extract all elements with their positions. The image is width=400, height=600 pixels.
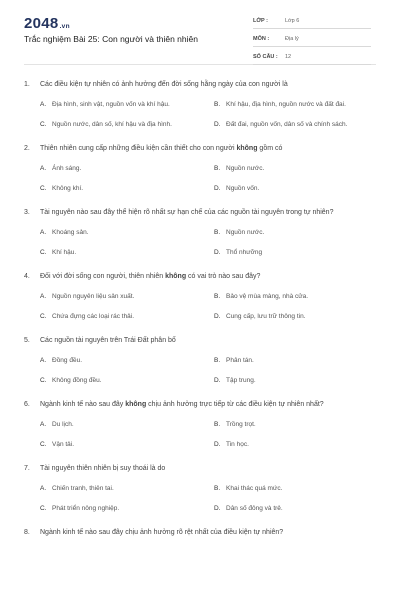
answer-option[interactable] [214,100,376,110]
answer-letter: B. [214,485,221,492]
question-number: 4. [24,273,30,280]
question-fragment: có vai trò nào sau đây? [186,273,261,280]
question-fragment: chịu ảnh hưởng trực tiếp từ các điều kiện tự nhiên nhất? [146,401,324,408]
site-logo[interactable] [24,15,70,32]
answer-grid [24,164,376,194]
answer-text: Vận tải. [52,441,75,448]
answer-letter: C. [40,121,47,128]
answer-letter: C. [40,505,47,512]
answer-grid [24,292,376,322]
meta-row-grade [253,14,371,29]
question-item [24,528,376,538]
question-fragment: Đối với đời sống con người, thiên nhiên [40,273,166,280]
answer-grid [24,484,376,514]
answer-letter: A. [40,421,47,428]
answer-letter: C. [40,185,47,192]
answer-letter: A. [40,357,47,364]
answer-text: Nguồn nguyên liệu sản xuất. [52,293,135,300]
answer-text: Nguồn nước, dân số, khí hậu và địa hình. [52,121,172,128]
answer-text: Bảo vệ mùa màng, nhà cửa. [226,293,309,300]
answer-letter: D. [214,185,221,192]
answer-text: Ánh sáng. [52,165,82,172]
answer-text: Khai thác quá mức. [226,485,283,492]
answer-text: Khoáng sản. [52,229,89,236]
question-text [24,400,376,410]
answer-grid [24,420,376,450]
answer-text: Chứa đựng các loại rác thải. [52,313,135,320]
answer-option[interactable] [214,228,376,238]
answer-option[interactable] [40,100,214,110]
answer-text: Du lịch. [52,421,74,428]
answer-text: Khí hậu. [52,249,77,256]
meta-value: Lớp 6 [285,18,300,24]
question-emphasis: không [165,273,187,280]
answer-text: Cung cấp, lưu trữ thông tin. [226,313,306,320]
answer-text: Nguồn nước. [226,229,265,236]
logo-main: 2048 [24,15,59,32]
answer-text: Địa hình, sinh vật, nguồn vốn và khí hậu. [52,101,170,108]
meta-row-subject [253,32,371,47]
answer-text: Chiến tranh, thiên tai. [52,485,114,492]
question-body [40,144,282,154]
answer-text: Đồng đều. [52,357,82,364]
answer-option[interactable] [214,484,376,494]
answer-option[interactable] [214,504,376,514]
answer-option[interactable] [214,420,376,430]
page-title: Trắc nghiệm Bài 25: Con người và thiên nhiên [24,34,198,44]
question-emphasis: không [125,401,147,408]
question-number: 7. [24,465,30,472]
question-text [24,144,376,154]
answer-text: Đất đai, nguồn vốn, dân số và chính sách. [226,121,348,128]
question-emphasis: không [236,145,258,152]
question-text [24,272,376,282]
answer-grid [24,228,376,258]
question-body: Ngành kinh tế nào sau đây chịu ảnh hưởng rõ rệt nhất của điều kiện tự nhiên? [40,529,284,536]
question-number: 5. [24,337,30,344]
answer-option[interactable] [40,248,214,258]
answer-letter: B. [214,229,221,236]
answer-option[interactable] [214,184,376,194]
answer-option[interactable] [214,440,376,450]
question-body: Tài nguyên nào sau đây thể hiện rõ nhất sự hạn chế của các nguồn tài nguyên trong tự nhiên? [40,209,334,216]
answer-option[interactable] [40,504,214,514]
meta-label: MÔN : [253,36,270,42]
question-fragment: gồm có [257,145,283,152]
answer-letter: D. [214,249,221,256]
answer-option[interactable] [40,312,214,322]
question-text [24,464,376,474]
logo-tld: .vn [59,23,70,30]
answer-letter: A. [40,485,47,492]
answer-option[interactable] [214,292,376,302]
answer-letter: D. [214,121,221,128]
answer-option[interactable] [214,376,376,386]
answer-letter: A. [40,229,47,236]
answer-option[interactable] [214,120,376,130]
answer-option[interactable] [214,164,376,174]
answer-option[interactable] [40,184,214,194]
answer-text: Không đồng đều. [52,377,102,384]
question-number: 8. [24,529,30,536]
answer-letter: B. [214,101,221,108]
question-body: Tài nguyên thiên nhiên bị suy thoái là do [40,465,166,472]
question-item [24,80,376,130]
answer-option[interactable] [40,420,214,430]
answer-option[interactable] [40,164,214,174]
meta-value: Địa lý [285,36,299,42]
answer-text: Phân tán. [226,357,254,364]
question-text [24,336,376,346]
answer-letter: A. [40,165,47,172]
answer-option[interactable] [40,484,214,494]
answer-letter: B. [214,165,221,172]
question-item [24,272,376,322]
answer-option[interactable] [40,228,214,238]
answer-letter: D. [214,441,221,448]
answer-letter: B. [214,357,221,364]
question-fragment: Thiên nhiên cung cấp những điều kiện cần thiết cho con người [40,145,237,152]
meta-label: LỚP : [253,18,268,24]
question-item [24,400,376,450]
answer-letter: A. [40,293,47,300]
question-body [40,272,260,282]
answer-text: Khí hậu, địa hình, nguồn nước và đất đai. [226,101,346,108]
answer-option[interactable] [214,248,376,258]
question-item [24,144,376,194]
question-item [24,464,376,514]
question-fragment: Ngành kinh tế nào sau đây [40,401,126,408]
answer-letter: D. [214,377,221,384]
question-body: Các nguồn tài nguyên trên Trái Đất phân bố [40,337,176,344]
answer-letter: C. [40,249,47,256]
answer-grid [24,356,376,386]
answer-text: Phát triển nông nghiệp. [52,505,120,512]
answer-text: Dân số đông và trẻ. [226,505,283,512]
answer-letter: D. [214,505,221,512]
answer-letter: C. [40,377,47,384]
answer-grid [24,100,376,130]
answer-option[interactable] [40,440,214,450]
answer-option[interactable] [40,120,214,130]
answer-text: Trồng trọt. [226,421,256,428]
question-number: 2. [24,145,30,152]
answer-letter: B. [214,421,221,428]
answer-option[interactable] [214,312,376,322]
question-number: 6. [24,401,30,408]
answer-text: Nguồn nước. [226,165,265,172]
question-body: Các điều kiện tự nhiên có ảnh hưởng đến đời sống hằng ngày của con người là [40,81,288,88]
question-item [24,336,376,386]
answer-letter: D. [214,313,221,320]
answer-option[interactable] [40,292,214,302]
question-number: 3. [24,209,30,216]
question-text [24,528,376,538]
question-text [24,208,376,218]
question-item [24,208,376,258]
answer-text: Thổ nhưỡng [226,249,263,256]
answer-option[interactable] [214,356,376,366]
meta-value: 12 [285,54,292,60]
meta-label: SỐ CÂU : [253,54,278,60]
answer-text: Nguồn vốn. [226,185,260,192]
answer-option[interactable] [40,376,214,386]
quiz-meta [253,14,371,68]
page-header [24,0,376,65]
answer-letter: C. [40,313,47,320]
answer-text: Tập trung. [226,377,256,384]
question-body [40,400,324,410]
question-text [24,80,376,90]
answer-letter: A. [40,101,47,108]
answer-letter: C. [40,441,47,448]
question-list [24,65,376,538]
answer-letter: B. [214,293,221,300]
answer-text: Không khí. [52,185,84,192]
meta-row-count [253,50,371,65]
question-number: 1. [24,81,30,88]
answer-text: Tin học. [226,441,249,448]
answer-option[interactable] [40,356,214,366]
